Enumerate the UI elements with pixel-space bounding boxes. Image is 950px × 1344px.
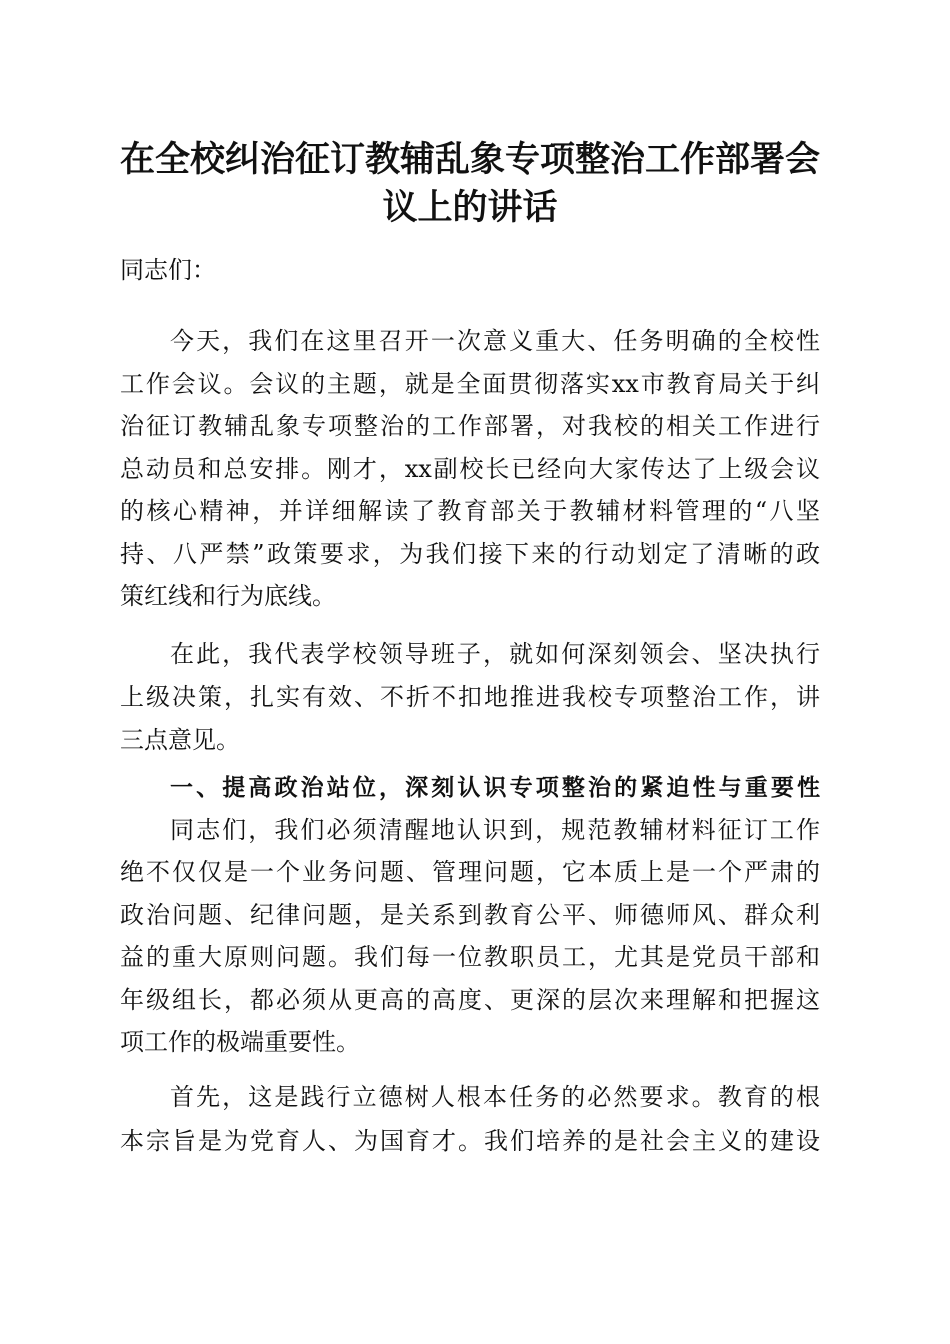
- paragraph-line: 本宗旨是为党育人、为国育才。我们培养的是社会主义的建设: [120, 1127, 820, 1155]
- paragraph-line: 项工作的极端重要性。: [120, 1028, 360, 1056]
- paragraph-line: 益的重大原则问题。我们每一位教职员工，尤其是党员干部和: [120, 943, 820, 971]
- section-heading: 一、提高政治站位，深刻认识专项整治的紧迫性与重要性: [170, 775, 820, 801]
- paragraph-line: 上级决策，扎实有效、不折不扣地推进我校专项整治工作，讲: [120, 683, 820, 711]
- salutation: 同志们：: [120, 256, 216, 284]
- paragraph-line: 政治问题、纪律问题，是关系到教育公平、师德师风、群众利: [120, 901, 820, 929]
- paragraph-line: 今天，我们在这里召开一次意义重大、任务明确的全校性: [170, 327, 820, 355]
- paragraph-line: 工作会议。会议的主题，就是全面贯彻落实xx市教育局关于纠: [120, 370, 820, 398]
- paragraph-line: 持、八严禁”政策要求，为我们接下来的行动划定了清晰的政: [120, 540, 820, 568]
- paragraph-line: 同志们，我们必须清醒地认识到，规范教辅材料征订工作: [170, 816, 820, 844]
- paragraph-line: 治征订教辅乱象专项整治的工作部署，对我校的相关工作进行: [120, 412, 820, 440]
- title-line-1: 在全校纠治征订教辅乱象专项整治工作部署会: [120, 139, 821, 180]
- paragraph-line: 策红线和行为底线。: [120, 582, 336, 610]
- paragraph-line: 年级组长，都必须从更高的高度、更深的层次来理解和把握这: [120, 986, 820, 1014]
- paragraph-line: 的核心精神，并详细解读了教育部关于教辅材料管理的“八坚: [120, 497, 820, 525]
- paragraph-line: 首先，这是践行立德树人根本任务的必然要求。教育的根: [170, 1083, 820, 1111]
- paragraph-line: 总动员和总安排。刚才，xx副校长已经向大家传达了上级会议: [120, 455, 820, 483]
- paragraph-line: 绝不仅仅是一个业务问题、管理问题，它本质上是一个严肃的: [120, 858, 820, 886]
- paragraph-line: 三点意见。: [120, 726, 240, 754]
- paragraph-line: 在此，我代表学校领导班子，就如何深刻领会、坚决执行: [170, 640, 820, 668]
- title-line-2: 议上的讲话: [382, 187, 558, 228]
